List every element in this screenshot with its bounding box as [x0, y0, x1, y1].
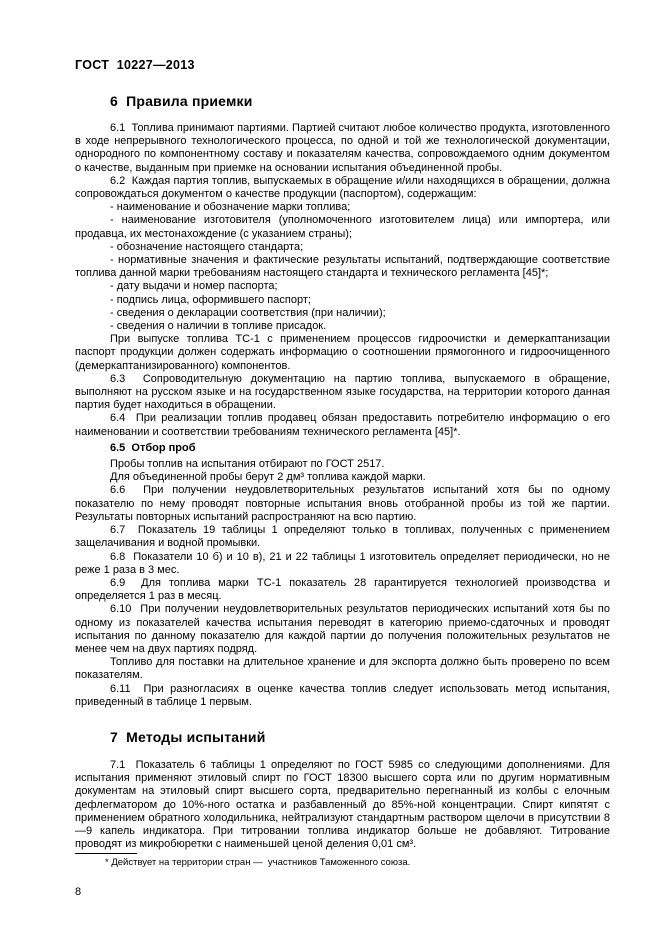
- list-item-standard-designation: - обозначение настоящего стандарта;: [110, 240, 304, 253]
- list-item-additives: - сведения о наличии в топливе присадок.: [110, 320, 327, 333]
- section-6-heading: 6 Правила приемки: [110, 93, 253, 109]
- para-6-8: 6.8 Показатели 10 б) и 10 в), 21 и 22 таблицы 1 изготовитель определяет периодически, но не реже 1 раза в 3 мес.: [75, 550, 610, 576]
- para-6-7: 6.7 Показатель 19 таблицы 1 определяют только в топливах, полученных с применением защелачивания и водной промывки.: [75, 524, 610, 550]
- document-header: ГОСТ 10227—2013: [75, 58, 195, 72]
- para-6-6: 6.6 При получении неудовлетворительных результатов испытаний хотя бы по одному показателю по нему проводят повторные испытания вновь отобранной пробы из той же партии. Результаты повторных испытаний распространяют на всю партию.: [75, 484, 610, 523]
- para-6-11: 6.11 При разногласиях в оценке качества топлив следует использовать метод испытания, приведенный в таблице 1 первым.: [75, 682, 610, 708]
- page-number: 8: [75, 886, 82, 899]
- section-7-heading: 7 Методы испытаний: [110, 728, 266, 745]
- para-7-1: 7.1 Показатель 6 таблицы 1 определяют по ГОСТ 5985 со следующими дополнениями. Для испытания применяют этиловый спирт по ГОСТ 18300 высшего сорта или по другим нормативным документам на этиловый спирт высшего сорта, предварительно перегнанный из колбы с елочным дефлегматором до 10%-ного остатка и разбавленный до 85%-ной концентрации. Спирт кипятят с применением обратного холодильника, нейтрализуют стандартным раствором щелочи в присутствии 8—9 капель индикатора. При титровании топлива индикатор больше не добавляют. Титрование проводят из микробюретки с наименьшей ценой деления 0,01 см³.: [75, 758, 610, 851]
- footnote-text: * Действует на территории стран — участников Таможенного союза.: [105, 857, 411, 869]
- list-item-manufacturer: - наименование изготовителя (уполномоченного изготовителем лица) или импортера, или продавца, их местонахождение (с указанием страны);: [75, 214, 610, 240]
- list-item-fuel-mark: - наименование и обозначение марки топлива;: [110, 201, 351, 214]
- para-6-4: 6.4 При реализации топлив продавец обязан предоставить потребителю информацию о его наименовании и соответствии требованиям технического регламента [45]*.: [75, 412, 610, 438]
- list-item-declaration: - сведения о декларации соответствия (при наличии);: [110, 306, 386, 319]
- list-item-normative-values: - нормативные значения и фактические результаты испытаний, подтверждающие соответствие топлива данной марки требованиям настоящего стандарта и технического регламента [45]*;: [75, 254, 610, 280]
- para-ts1-passport: При выпуске топлива ТС-1 с применением процессов гидроочистки и демеркаптанизации паспорт продукции должен содержать информацию о соотношении прямогонного и гидроочищенного (демеркаптанизированного) компонентов.: [75, 333, 610, 372]
- para-6-10: 6.10 При получении неудовлетворительных результатов периодических испытаний хотя бы по одному из показателей качества испытания переводят в категорию приемо-сдаточных и проводят испытания по данному показателю для каждой партии до получения положительных результатов не менее чем на двух партиях подряд.: [75, 603, 610, 655]
- list-item-passport-date: - дату выдачи и номер паспорта;: [110, 280, 278, 293]
- para-6-9: 6.9 Для топлива марки ТС-1 показатель 28 гарантируется технологией производства и определяется 1 раз в месяц.: [75, 576, 610, 603]
- para-sampling-gost: Пробы топлив на испытания отбирают по ГОСТ 2517.: [110, 458, 385, 471]
- para-6-2: 6.2 Каждая партия топлив, выпускаемых в обращение и/или находящихся в обращении, должна сопровождаться документом о качестве продукции (паспортом), содержащим:: [75, 174, 610, 201]
- para-storage-export: Топливо для поставки на длительное хранение и для экспорта должно быть проверено по всем показателям.: [75, 656, 610, 682]
- list-item-signature: - подпись лица, оформившего паспорт;: [110, 293, 311, 306]
- para-6-1: 6.1 Топлива принимают партиями. Партией считают любое количество продукта, изготовленного в ходе непрерывного технологического процесса, по одной и той же технологической документации, однородного по компонентному составу и показателям качества, сопровождаемого одним документом о качестве, выданным при приемке на основании испытания объединенной пробы.: [75, 122, 610, 174]
- subheading-6-5: 6.5 Отбор проб: [110, 441, 196, 454]
- footnote-separator: [75, 853, 137, 854]
- para-combined-sample: Для объединенной пробы берут 2 дм³ топлива каждой марки.: [110, 471, 426, 484]
- para-6-3: 6.3 Сопроводительную документацию на партию топлива, выпускаемого в обращение, выполняют на русском языке и на государственном языке государства, на территории которого данная партия будет находиться в обращении.: [75, 372, 610, 412]
